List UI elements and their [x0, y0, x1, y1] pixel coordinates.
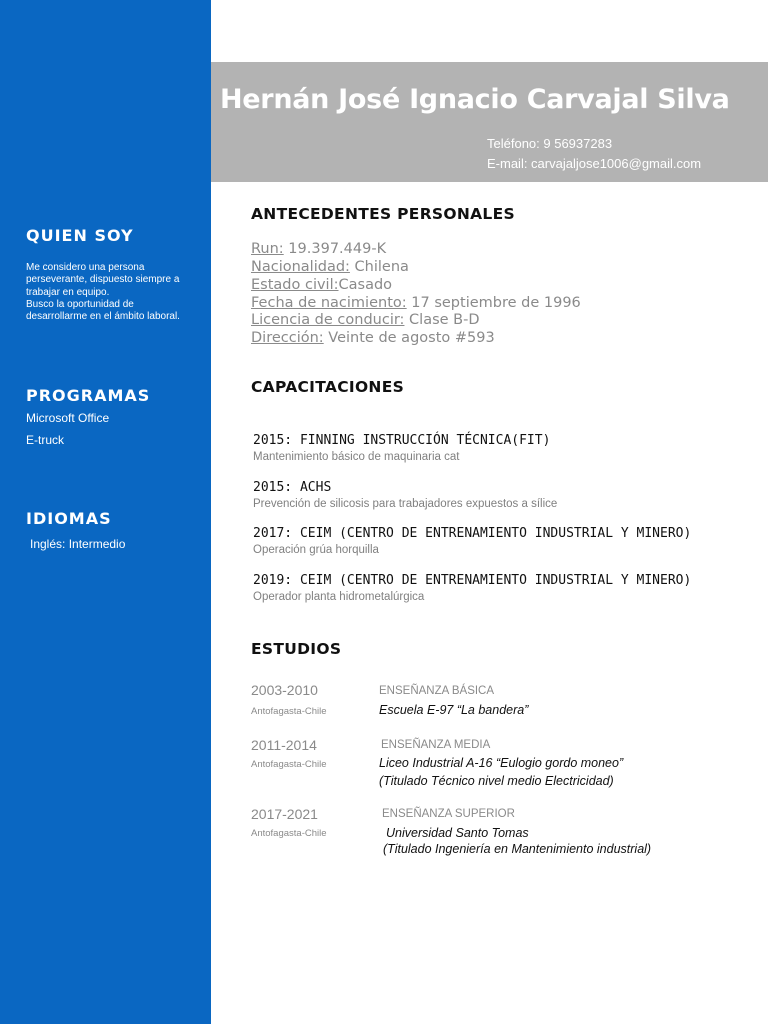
program-item: Microsoft Office [26, 411, 110, 425]
languages-title: IDIOMAS [26, 509, 112, 528]
study-level: ENSEÑANZA SUPERIOR [382, 808, 515, 820]
personal-value: Chilena [349, 259, 409, 275]
study-years: 2003-2010 [251, 682, 318, 698]
personal-row-civil-status [251, 277, 392, 293]
about-title: QUIEN SOY [26, 226, 134, 245]
personal-value: Casado [338, 277, 393, 293]
training-title: 2015: ACHS [253, 480, 332, 495]
personal-value: 17 septiembre de 1996 [406, 295, 581, 311]
personal-label: Run: [251, 241, 284, 257]
study-institution: Universidad Santo Tomas [386, 826, 529, 840]
personal-value: Clase B-D [404, 312, 480, 328]
training-title: 2019: CEIM (CENTRO DE ENTRENAMIENTO INDUSTRIAL Y MINERO) [253, 573, 692, 588]
language-item: Inglés: Intermedio [30, 537, 126, 551]
email-text: E-mail: carvajaljose1006@gmail.com [487, 156, 702, 171]
personal-label: Licencia de conducir: [251, 312, 405, 328]
personal-label: Dirección: [251, 330, 324, 346]
training-title: 2017: CEIM (CENTRO DE ENTRENAMIENTO INDUSTRIAL Y MINERO) [253, 526, 692, 541]
training-title: 2015: FINNING INSTRUCCIÓN TÉCNICA(FIT) [253, 433, 551, 448]
personal-row-run [251, 241, 386, 257]
training-desc: Prevención de silicosis para trabajadores expuestos a sílice [253, 498, 558, 510]
training-desc: Mantenimiento básico de maquinaria cat [253, 451, 460, 463]
training-desc: Operador planta hidrometalúrgica [253, 591, 425, 603]
study-place: Antofagasta-Chile [251, 759, 327, 770]
personal-row-nationality [251, 259, 409, 275]
studies-section-title: ESTUDIOS [251, 640, 342, 658]
personal-label: Nacionalidad: [251, 259, 350, 275]
training-section-title: CAPACITACIONES [251, 378, 405, 396]
programs-title: PROGRAMAS [26, 386, 151, 405]
study-note: (Titulado Ingeniería en Mantenimiento industrial) [383, 842, 652, 856]
program-item: E-truck [26, 433, 65, 447]
training-desc: Operación grúa horquilla [253, 544, 379, 556]
candidate-name: Hernán José Ignacio Carvajal Silva [220, 84, 730, 115]
study-note: (Titulado Técnico nivel medio Electricidad) [379, 774, 614, 788]
personal-row-address [251, 330, 495, 346]
study-institution: Liceo Industrial A-16 “Eulogio gordo moneo” [379, 756, 624, 770]
phone-text: Teléfono: 9 56937283 [487, 136, 613, 151]
study-years: 2017-2021 [251, 806, 318, 822]
personal-label: Fecha de nacimiento: [251, 295, 407, 311]
personal-label: Estado civil: [251, 277, 339, 293]
about-text: Me considero una persona perseverante, dispuesto siempre a trabajar en equipo. Busco la oportunidad de desarrollarme en el ámbito laboral. [26, 262, 180, 323]
personal-value: Veinte de agosto #593 [323, 330, 495, 346]
personal-section-title: ANTECEDENTES PERSONALES [251, 205, 515, 223]
personal-row-birthdate [251, 295, 581, 311]
study-place: Antofagasta-Chile [251, 828, 327, 839]
personal-row-license [251, 312, 480, 328]
study-level: ENSEÑANZA MEDIA [381, 739, 491, 751]
personal-value: 19.397.449-K [283, 241, 387, 257]
study-place: Antofagasta-Chile [251, 706, 327, 717]
study-level: ENSEÑANZA BÁSICA [379, 685, 495, 697]
study-institution: Escuela E-97 “La bandera” [379, 703, 529, 717]
study-years: 2011-2014 [251, 737, 317, 753]
